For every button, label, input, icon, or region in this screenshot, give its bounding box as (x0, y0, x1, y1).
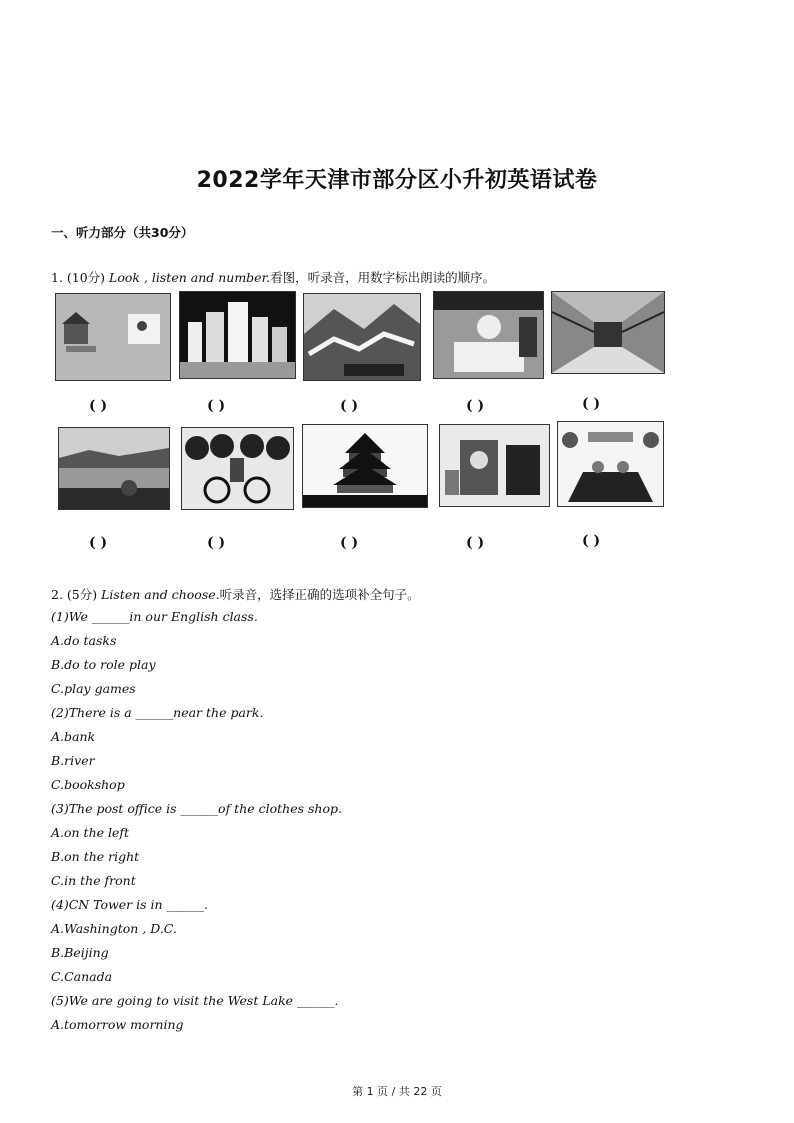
picture-festival-scene (557, 421, 664, 507)
picture-city-skyline (179, 291, 296, 379)
answer-paren-4[interactable]: ( ) (466, 398, 485, 414)
question-2-number: 2. (5分) (51, 587, 98, 602)
answer-paren-9[interactable]: ( ) (466, 535, 485, 551)
page-title: 2022学年天津市部分区小升初英语试卷 (196, 168, 598, 193)
answer-paren-8[interactable]: ( ) (340, 535, 359, 551)
picture-bike-rider (181, 427, 294, 510)
question-2-item-5: (5)We are going to visit the West Lake ______. (51, 993, 339, 1008)
question-2-item-2: (2)There is a ______near the park. (51, 705, 264, 720)
question-2-chinese: 听录音，选择正确的选项补全句子。 (219, 587, 420, 602)
option-3c[interactable]: C.in the front (51, 873, 136, 888)
picture-museum-portrait (439, 424, 550, 507)
question-2-item-3: (3)The post office is ______of the clothes shop. (51, 801, 342, 816)
answer-paren-10[interactable]: ( ) (582, 533, 601, 549)
question-1-prompt (51, 268, 495, 286)
picture-market-scene (433, 291, 544, 379)
question-1-number: 1. (10分) (51, 270, 106, 285)
answer-paren-2[interactable]: ( ) (207, 398, 226, 414)
question-2-item-4: (4)CN Tower is in ______. (51, 897, 209, 912)
option-4a[interactable]: A.Washington , D.C. (51, 921, 177, 936)
option-3b[interactable]: B.on the right (51, 849, 140, 864)
picture-great-wall (303, 293, 421, 381)
question-1-english: Look , listen and number. (109, 270, 271, 285)
picture-house-scene (55, 293, 171, 381)
option-1b[interactable]: B.do to role play (51, 657, 156, 672)
picture-temple-of-heaven (302, 424, 428, 508)
answer-paren-3[interactable]: ( ) (340, 398, 359, 414)
question-2-prompt (51, 585, 420, 603)
option-2a[interactable]: A.bank (51, 729, 96, 744)
answer-paren-1[interactable]: ( ) (89, 398, 108, 414)
option-1c[interactable]: C.play games (51, 681, 136, 696)
answer-paren-7[interactable]: ( ) (207, 535, 226, 551)
question-2-item-1: (1)We ______in our English class. (51, 609, 258, 624)
option-2b[interactable]: B.river (51, 753, 95, 768)
option-4c[interactable]: C.Canada (51, 969, 113, 984)
option-1a[interactable]: A.do tasks (51, 633, 117, 648)
option-2c[interactable]: C.bookshop (51, 777, 125, 792)
picture-lake-scene (58, 427, 170, 510)
option-4b[interactable]: B.Beijing (51, 945, 109, 960)
option-3a[interactable]: A.on the left (51, 825, 130, 840)
picture-subway-station (551, 291, 665, 374)
section-heading: 一、听力部分（共30分） (51, 225, 194, 240)
answer-paren-6[interactable]: ( ) (89, 535, 108, 551)
question-2-english: Listen and choose. (101, 587, 220, 602)
question-1-chinese: 看图，听录音，用数字标出朗读的顺序。 (270, 270, 496, 285)
option-5a[interactable]: A.tomorrow morning (51, 1017, 184, 1032)
page-footer: 第 1 页 / 共 22 页 (352, 1085, 442, 1098)
answer-paren-5[interactable]: ( ) (582, 396, 601, 412)
